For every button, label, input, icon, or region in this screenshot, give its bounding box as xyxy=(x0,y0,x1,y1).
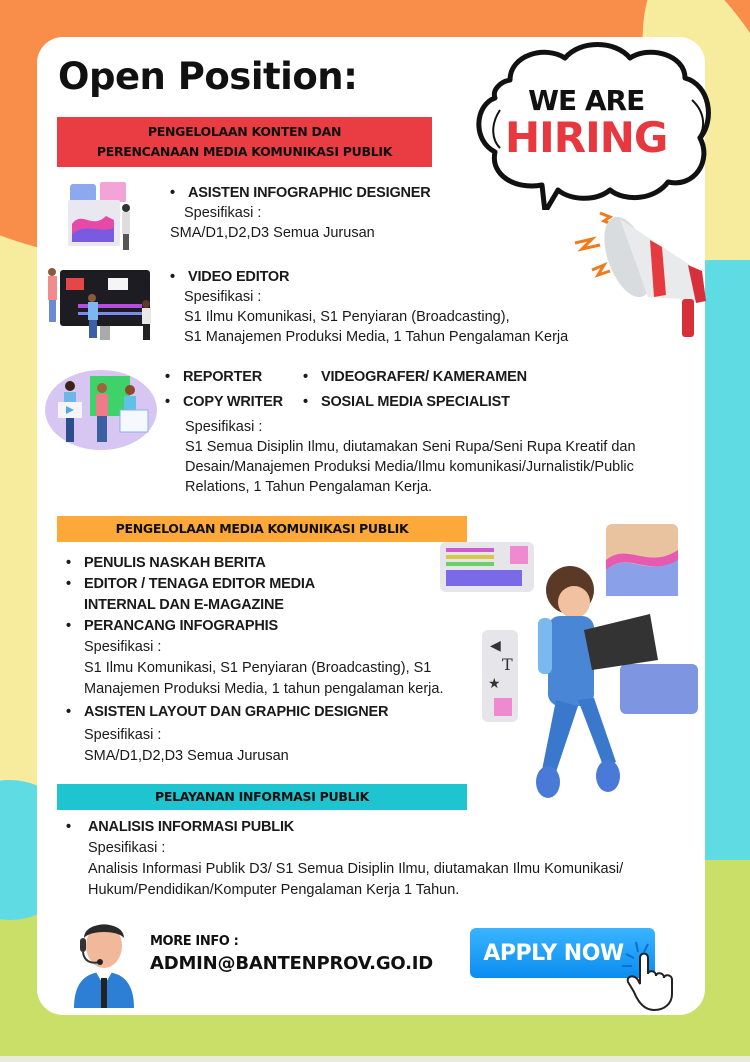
spec-text: SMA/D1,D2,D3 Semua Jurusan xyxy=(170,225,375,241)
hiring-headline xyxy=(505,84,668,162)
bullet-icon: • xyxy=(66,618,71,634)
job-title: EDITOR / TENAGA EDITOR MEDIA xyxy=(84,576,315,592)
spec-text: SMA/D1,D2,D3 Semua Jurusan xyxy=(84,748,289,764)
spec-text: S1 Ilmu Komunikasi, S1 Penyiaran (Broadcasting), xyxy=(184,309,510,325)
section-heading-text: PENGELOLAAN MEDIA KOMUNIKASI PUBLIK xyxy=(115,521,409,536)
spec-label: Spesifikasi : xyxy=(84,727,162,743)
job-title: PERANCANG INFOGRAPHIS xyxy=(84,618,278,634)
section-heading-pelayanan xyxy=(57,784,467,810)
apply-now-button[interactable]: APPLY NOW xyxy=(470,928,655,978)
spec-label: Spesifikasi : xyxy=(184,205,262,221)
spec-text: Manajemen Produksi Media, 1 tahun pengalaman kerja. xyxy=(84,681,444,697)
contact-email[interactable]: ADMIN@BANTENPROV.GO.ID xyxy=(150,953,433,974)
more-info-label: MORE INFO : xyxy=(150,934,239,949)
job-media-group xyxy=(165,367,636,497)
section-heading-media xyxy=(57,516,467,542)
spec-text: Relations, 1 Tahun Pengalaman Kerja. xyxy=(185,479,433,495)
designer-girl-illustration xyxy=(438,520,700,810)
support-agent-icon xyxy=(66,916,142,1008)
spec-label: Spesifikasi : xyxy=(184,289,262,305)
bullet-icon: • xyxy=(165,369,170,385)
section-heading-line: PERENCANAAN MEDIA KOMUNIKASI PUBLIK xyxy=(96,144,393,159)
section-heading-line: PENGELOLAAN KONTEN DAN xyxy=(147,124,342,139)
svg-text:T: T xyxy=(502,655,513,674)
video-editor-illustration xyxy=(44,264,156,346)
job-video-editor xyxy=(170,267,568,347)
svg-text:◀: ◀ xyxy=(490,638,501,654)
infographic-designer-illustration xyxy=(58,180,138,255)
spec-text: S1 Ilmu Komunikasi, S1 Penyiaran (Broadcasting), S1 xyxy=(84,660,432,676)
spec-text: Desain/Manajemen Produksi Media/Ilmu komunikasi/Jurnalistik/Public xyxy=(185,459,634,475)
we-are-text: WE ARE xyxy=(528,84,645,117)
job-title: PENULIS NASKAH BERITA xyxy=(84,555,266,571)
bullet-icon: • xyxy=(66,576,71,592)
job-asisten-infographic xyxy=(170,183,431,243)
job-title-videografer: VIDEOGRAFER/ KAMERAMEN xyxy=(321,369,527,385)
job-title-reporter: REPORTER xyxy=(183,369,262,385)
hiring-text: HIRING xyxy=(505,113,668,162)
bullet-icon: • xyxy=(66,819,71,835)
spec-label: Spesifikasi : xyxy=(185,419,263,435)
megaphone-icon xyxy=(570,205,710,345)
job-title: ANALISIS INFORMASI PUBLIK xyxy=(88,819,295,835)
contact-info xyxy=(150,934,433,974)
bullet-icon: • xyxy=(303,394,308,410)
job-title: ASISTEN LAYOUT DAN GRAPHIC DESIGNER xyxy=(84,704,389,720)
media-team-illustration xyxy=(44,360,159,452)
spec-text: S1 Manajemen Produksi Media, 1 Tahun Pengalaman Kerja xyxy=(184,329,569,345)
section-heading-text: PELAYANAN INFORMASI PUBLIK xyxy=(155,789,369,804)
job-title: INTERNAL DAN E-MAGAZINE xyxy=(84,597,284,613)
spec-text: Hukum/Pendidikan/Komputer Pengalaman Kerja 1 Tahun. xyxy=(88,882,460,898)
job-title: VIDEO EDITOR xyxy=(188,269,290,285)
bullet-icon: • xyxy=(165,394,170,410)
section-heading-konten xyxy=(57,117,432,167)
spec-label: Spesifikasi : xyxy=(84,639,162,655)
bullet-icon: • xyxy=(303,369,308,385)
job-title: ASISTEN INFOGRAPHIC DESIGNER xyxy=(188,185,431,201)
bullet-icon: • xyxy=(170,185,175,201)
spec-label: Spesifikasi : xyxy=(88,840,166,856)
pointer-hand-icon xyxy=(622,940,682,1012)
job-title-copywriter: COPY WRITER xyxy=(183,394,283,410)
section-media-jobs xyxy=(66,553,444,767)
bullet-icon: • xyxy=(66,555,71,571)
spec-text: Analisis Informasi Publik D3/ S1 Semua Disiplin Ilmu, diutamakan Ilmu Komunikasi/ xyxy=(88,861,624,877)
page-title: Open Position: xyxy=(58,55,358,98)
svg-text:★: ★ xyxy=(488,676,501,692)
spec-text: S1 Semua Disiplin Ilmu, diutamakan Seni Rupa/Seni Rupa Kreatif dan xyxy=(185,439,636,455)
job-analisis-informasi xyxy=(66,817,623,901)
job-title-sosmed: SOSIAL MEDIA SPECIALIST xyxy=(321,394,510,410)
bullet-icon: • xyxy=(66,704,71,720)
bg-bottom-strip xyxy=(0,1056,750,1062)
bullet-icon: • xyxy=(170,269,175,285)
